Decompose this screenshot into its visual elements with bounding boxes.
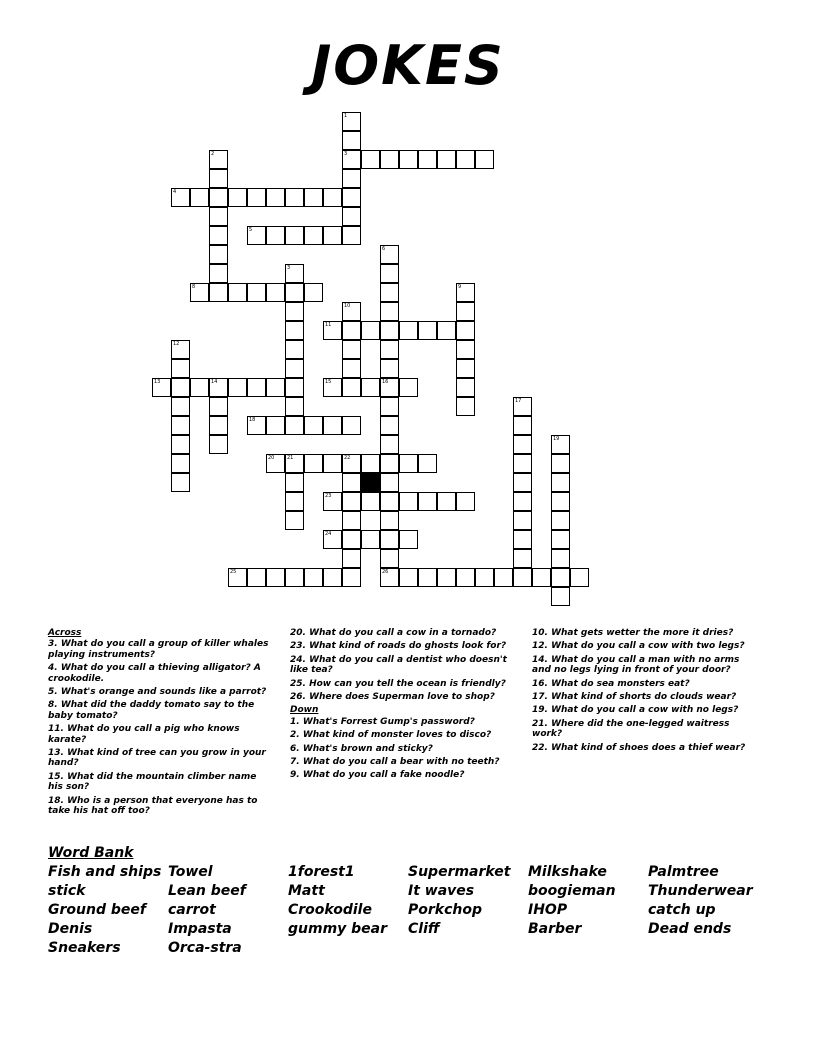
grid-cell[interactable] — [399, 530, 418, 549]
clue: 9. What do you call a fake noodle? — [290, 770, 465, 781]
grid-cell[interactable] — [361, 321, 380, 340]
clue-number: 9 — [458, 284, 462, 290]
grid-cell[interactable] — [513, 435, 532, 454]
grid-cell[interactable] — [380, 245, 399, 264]
clue: 17. What kind of shorts do clouds wear? — [532, 692, 737, 703]
grid-cell[interactable] — [323, 454, 342, 473]
word-bank-entry: catch up — [648, 902, 716, 918]
clue-number: 2 — [211, 151, 215, 157]
grid-cell[interactable] — [361, 492, 380, 511]
clues-column-1 — [48, 628, 270, 820]
word-bank-entry: Milkshake — [528, 864, 607, 880]
grid-cell[interactable] — [342, 150, 361, 169]
clue-number: 3 — [344, 151, 348, 157]
grid-cell[interactable] — [456, 568, 475, 587]
grid-cell[interactable] — [209, 264, 228, 283]
grid-cell[interactable] — [399, 568, 418, 587]
clue-number: 12 — [173, 341, 180, 347]
word-bank-entry: 1forest1 — [288, 864, 355, 880]
clue: 11. What do you call a pig who knows karate? — [48, 724, 240, 745]
clue: 25. How can you tell the ocean is friendly? — [290, 678, 506, 689]
word-bank-entry: It waves — [408, 883, 475, 899]
clue: 3. What do you call a group of killer whales playing instruments? — [48, 639, 269, 660]
grid-cell[interactable] — [228, 568, 247, 587]
grid-cell[interactable] — [266, 378, 285, 397]
grid-cell[interactable] — [380, 359, 399, 378]
clue: 2. What kind of monster loves to disco? — [290, 730, 492, 741]
grid-cell[interactable] — [456, 492, 475, 511]
grid-cell[interactable] — [342, 131, 361, 150]
clue-number: 13 — [154, 379, 161, 385]
clue-number: 24 — [325, 531, 332, 537]
grid-cell[interactable] — [399, 454, 418, 473]
grid-cell[interactable] — [380, 568, 399, 587]
grid-cell[interactable] — [399, 150, 418, 169]
grid-cell[interactable] — [209, 150, 228, 169]
clue: 12. What do you call a cow with two legs? — [532, 641, 745, 652]
grid-cell[interactable] — [380, 264, 399, 283]
word-bank-entry: Fish and ships — [48, 864, 162, 880]
grid-cell[interactable] — [323, 568, 342, 587]
grid-cell[interactable] — [380, 454, 399, 473]
grid-cell[interactable] — [361, 378, 380, 397]
grid-cell[interactable] — [304, 454, 323, 473]
grid-cell[interactable] — [304, 188, 323, 207]
grid-cell[interactable] — [266, 416, 285, 435]
grid-cell[interactable] — [190, 283, 209, 302]
grid-cell[interactable] — [209, 378, 228, 397]
grid-cell[interactable] — [513, 511, 532, 530]
grid-cell[interactable] — [266, 226, 285, 245]
grid-cell[interactable] — [171, 378, 190, 397]
clue-number: 11 — [325, 322, 332, 328]
word-bank-entry: Impasta — [168, 921, 232, 937]
grid-cell[interactable] — [380, 397, 399, 416]
word-bank-entry: Porkchop — [408, 902, 482, 918]
grid-cell[interactable] — [209, 169, 228, 188]
clue-number: 26 — [382, 569, 389, 575]
clue: 21. Where did the one-legged waitress work? — [532, 718, 730, 740]
grid-cell[interactable] — [342, 378, 361, 397]
grid-cell[interactable] — [171, 397, 190, 416]
word-bank-entry: Cliff — [408, 921, 440, 937]
grid-cell[interactable] — [380, 435, 399, 454]
grid-cell[interactable] — [266, 188, 285, 207]
clue-number: 3 — [287, 265, 291, 271]
clue-number: 21 — [287, 455, 294, 461]
clue: 18. Who is a person that everyone has to take his hat off too? — [48, 795, 258, 817]
clue-number: 19 — [553, 436, 560, 442]
grid-cell[interactable] — [437, 321, 456, 340]
grid-cell[interactable] — [228, 283, 247, 302]
grid-cell[interactable] — [475, 568, 494, 587]
grid-cell[interactable] — [380, 302, 399, 321]
clue-number: 14 — [211, 379, 218, 385]
grid-cell[interactable] — [190, 188, 209, 207]
grid-cell[interactable] — [380, 473, 399, 492]
grid-cell[interactable] — [532, 568, 551, 587]
grid-cell[interactable] — [304, 568, 323, 587]
grid-cell[interactable] — [513, 492, 532, 511]
grid-cell[interactable] — [342, 226, 361, 245]
clues-column-3 — [532, 628, 760, 756]
grid-cell[interactable] — [342, 207, 361, 226]
grid-cell[interactable] — [380, 416, 399, 435]
clue: 26. Where does Superman love to shop? — [290, 692, 495, 703]
grid-cell[interactable] — [285, 283, 304, 302]
grid-cell[interactable] — [513, 568, 532, 587]
grid-cell[interactable] — [456, 150, 475, 169]
grid-cell[interactable] — [456, 340, 475, 359]
grid-cell[interactable] — [285, 264, 304, 283]
grid-cell[interactable] — [285, 473, 304, 492]
clue: 22. What kind of shoes does a thief wear? — [532, 742, 746, 753]
grid-cell[interactable] — [513, 549, 532, 568]
grid-cell[interactable] — [342, 511, 361, 530]
clue-heading: Down — [290, 705, 319, 716]
grid-cell[interactable] — [456, 378, 475, 397]
grid-cell[interactable] — [304, 416, 323, 435]
clue-number: 20 — [268, 455, 275, 461]
grid-cell[interactable] — [456, 397, 475, 416]
grid-cell[interactable] — [513, 530, 532, 549]
grid-cell[interactable] — [285, 397, 304, 416]
grid-cell[interactable] — [342, 188, 361, 207]
grid-cell[interactable] — [551, 454, 570, 473]
black-cell — [361, 473, 380, 492]
grid-cell[interactable] — [285, 511, 304, 530]
grid-cell[interactable] — [342, 359, 361, 378]
clue: 16. What do sea monsters eat? — [532, 678, 690, 689]
grid-cell[interactable] — [171, 435, 190, 454]
word-bank-entry: Dead ends — [648, 921, 732, 937]
grid-cell[interactable] — [380, 283, 399, 302]
grid-cell[interactable] — [342, 549, 361, 568]
grid-cell[interactable] — [437, 568, 456, 587]
word-bank-entry: IHOP — [528, 902, 568, 918]
clue-number: 17 — [515, 398, 522, 404]
grid-cell[interactable] — [171, 454, 190, 473]
grid-cell[interactable] — [209, 188, 228, 207]
grid-cell[interactable] — [209, 397, 228, 416]
grid-cell[interactable] — [380, 492, 399, 511]
grid-cell[interactable] — [399, 378, 418, 397]
clue-number: 25 — [230, 569, 237, 575]
grid-cell[interactable] — [456, 302, 475, 321]
clue-number: 4 — [173, 189, 177, 195]
clue: 24. What do you call a dentist who doesn't like tea? — [290, 654, 507, 676]
grid-cell[interactable] — [361, 150, 380, 169]
clue-number: 22 — [344, 455, 351, 461]
word-bank-entry: Sneakers — [48, 940, 121, 956]
grid-cell[interactable] — [209, 226, 228, 245]
clue: 8. What did the daddy tomato say to the baby tomato? — [48, 700, 255, 721]
clue: 5. What's orange and sounds like a parrot? — [48, 687, 267, 698]
clue: 1. What's Forrest Gump's password? — [290, 716, 475, 727]
clue: 14. What do you call a man with no arms and no legs lying in front of your door? — [532, 654, 740, 676]
clue: 10. What gets wetter the more it dries? — [532, 628, 734, 638]
grid-cell[interactable] — [342, 169, 361, 188]
clue: 6. What's brown and sticky? — [290, 743, 433, 754]
grid-cell[interactable] — [342, 321, 361, 340]
grid-cell[interactable] — [380, 511, 399, 530]
clue: 19. What do you call a cow with no legs? — [532, 705, 739, 716]
grid-cell[interactable] — [266, 454, 285, 473]
grid-cell[interactable] — [209, 245, 228, 264]
word-bank-entry: Thunderwear — [648, 883, 753, 899]
grid-cell[interactable] — [266, 283, 285, 302]
grid-cell[interactable] — [437, 150, 456, 169]
grid-cell[interactable] — [418, 150, 437, 169]
grid-cell[interactable] — [285, 359, 304, 378]
grid-cell[interactable] — [399, 492, 418, 511]
grid-cell[interactable] — [209, 283, 228, 302]
grid-cell[interactable] — [323, 378, 342, 397]
clue-number: 6 — [382, 246, 386, 252]
grid-cell[interactable] — [247, 188, 266, 207]
grid-cell[interactable] — [285, 321, 304, 340]
word-bank-entry: Ground beef — [48, 902, 146, 918]
grid-cell[interactable] — [285, 378, 304, 397]
clue-number: 23 — [325, 493, 332, 499]
grid-cell[interactable] — [323, 226, 342, 245]
clue: 20. What do you call a cow in a tornado? — [290, 628, 497, 638]
grid-cell[interactable] — [209, 416, 228, 435]
grid-cell[interactable] — [266, 568, 285, 587]
grid-cell[interactable] — [285, 492, 304, 511]
grid-cell[interactable] — [342, 568, 361, 587]
word-bank-entry: Matt — [288, 883, 325, 899]
grid-cell[interactable] — [152, 378, 171, 397]
grid-cell[interactable] — [380, 150, 399, 169]
clues-column-2 — [290, 628, 518, 784]
grid-cell[interactable] — [361, 530, 380, 549]
grid-cell[interactable] — [247, 416, 266, 435]
grid-cell[interactable] — [494, 568, 513, 587]
grid-cell[interactable] — [380, 530, 399, 549]
grid-cell[interactable] — [171, 416, 190, 435]
grid-cell[interactable] — [570, 568, 589, 587]
word-bank-entry: Barber — [528, 921, 582, 937]
grid-cell[interactable] — [323, 416, 342, 435]
word-bank-entry: Lean beef — [168, 883, 246, 899]
grid-cell[interactable] — [342, 112, 361, 131]
grid-cell[interactable] — [247, 568, 266, 587]
word-bank-entry: boogieman — [528, 883, 616, 899]
grid-cell[interactable] — [323, 321, 342, 340]
clue-number: 15 — [325, 379, 332, 385]
grid-cell[interactable] — [304, 226, 323, 245]
grid-cell[interactable] — [323, 530, 342, 549]
grid-cell[interactable] — [285, 568, 304, 587]
grid-cell[interactable] — [342, 454, 361, 473]
grid-cell[interactable] — [456, 321, 475, 340]
grid-cell[interactable] — [380, 549, 399, 568]
grid-cell[interactable] — [551, 568, 570, 587]
clue-number: 10 — [344, 303, 351, 309]
grid-cell[interactable] — [551, 530, 570, 549]
grid-cell[interactable] — [456, 359, 475, 378]
grid-cell[interactable] — [285, 226, 304, 245]
grid-cell[interactable] — [304, 283, 323, 302]
word-bank-title: Word Bank — [48, 845, 134, 861]
grid-cell[interactable] — [285, 302, 304, 321]
grid-cell[interactable] — [513, 473, 532, 492]
clue: 23. What kind of roads do ghosts look for? — [290, 641, 507, 652]
grid-cell[interactable] — [399, 321, 418, 340]
grid-cell[interactable] — [418, 492, 437, 511]
word-bank-entry: Orca-stra — [168, 940, 242, 956]
word-bank-entry: Crookodile — [288, 902, 372, 918]
grid-cell[interactable] — [456, 283, 475, 302]
clue: 15. What did the mountain climber name his son? — [48, 771, 257, 793]
grid-cell[interactable] — [380, 378, 399, 397]
grid-cell[interactable] — [228, 378, 247, 397]
grid-cell[interactable] — [342, 340, 361, 359]
grid-cell[interactable] — [361, 454, 380, 473]
grid-cell[interactable] — [171, 188, 190, 207]
grid-cell[interactable] — [285, 454, 304, 473]
grid-cell[interactable] — [475, 150, 494, 169]
clue: 4. What do you call a thieving alligator? A crookodile. — [48, 663, 261, 684]
grid-cell[interactable] — [171, 340, 190, 359]
grid-cell[interactable] — [171, 359, 190, 378]
grid-cell[interactable] — [342, 416, 361, 435]
page-title: JOKES — [311, 34, 505, 97]
grid-cell[interactable] — [190, 378, 209, 397]
grid-cell[interactable] — [418, 568, 437, 587]
clue-number: 8 — [192, 284, 196, 290]
grid-cell[interactable] — [285, 340, 304, 359]
clue-number: 18 — [249, 417, 256, 423]
grid-cell[interactable] — [323, 188, 342, 207]
clue-number: 1 — [344, 113, 348, 119]
grid-cell[interactable] — [551, 587, 570, 606]
grid-cell[interactable] — [551, 511, 570, 530]
grid-cell[interactable] — [171, 473, 190, 492]
grid-cell[interactable] — [551, 473, 570, 492]
word-bank-entry: stick — [48, 883, 86, 899]
grid-cell[interactable] — [285, 188, 304, 207]
word-bank-entry: Denis — [48, 921, 93, 937]
grid-cell[interactable] — [209, 435, 228, 454]
word-bank-entry: carrot — [168, 902, 216, 918]
grid-cell[interactable] — [228, 188, 247, 207]
grid-cell[interactable] — [380, 321, 399, 340]
grid-cell[interactable] — [513, 416, 532, 435]
grid-cell[interactable] — [551, 549, 570, 568]
grid-cell[interactable] — [418, 321, 437, 340]
grid-cell[interactable] — [513, 454, 532, 473]
grid-cell[interactable] — [247, 378, 266, 397]
clue: 13. What kind of tree can you grow in your hand? — [48, 748, 266, 769]
grid-cell[interactable] — [209, 207, 228, 226]
grid-cell[interactable] — [323, 492, 342, 511]
grid-cell[interactable] — [418, 454, 437, 473]
word-bank-entry: Supermarket — [408, 864, 511, 880]
clue-number: 16 — [382, 379, 389, 385]
word-bank-entry: Palmtree — [648, 864, 719, 880]
grid-cell[interactable] — [285, 416, 304, 435]
grid-cell[interactable] — [247, 283, 266, 302]
grid-cell[interactable] — [551, 492, 570, 511]
grid-cell[interactable] — [342, 302, 361, 321]
grid-cell[interactable] — [551, 435, 570, 454]
grid-cell[interactable] — [342, 530, 361, 549]
grid-cell[interactable] — [342, 473, 361, 492]
clue-heading: Across — [48, 628, 82, 638]
clue-number: 5 — [249, 227, 253, 233]
grid-cell[interactable] — [513, 397, 532, 416]
clue: 7. What do you call a bear with no teeth? — [290, 757, 500, 768]
grid-cell[interactable] — [437, 492, 456, 511]
word-bank-entry: gummy bear — [288, 921, 388, 937]
word-bank-entry: Towel — [168, 864, 213, 880]
grid-cell[interactable] — [247, 226, 266, 245]
grid-cell[interactable] — [342, 492, 361, 511]
grid-cell[interactable] — [380, 340, 399, 359]
